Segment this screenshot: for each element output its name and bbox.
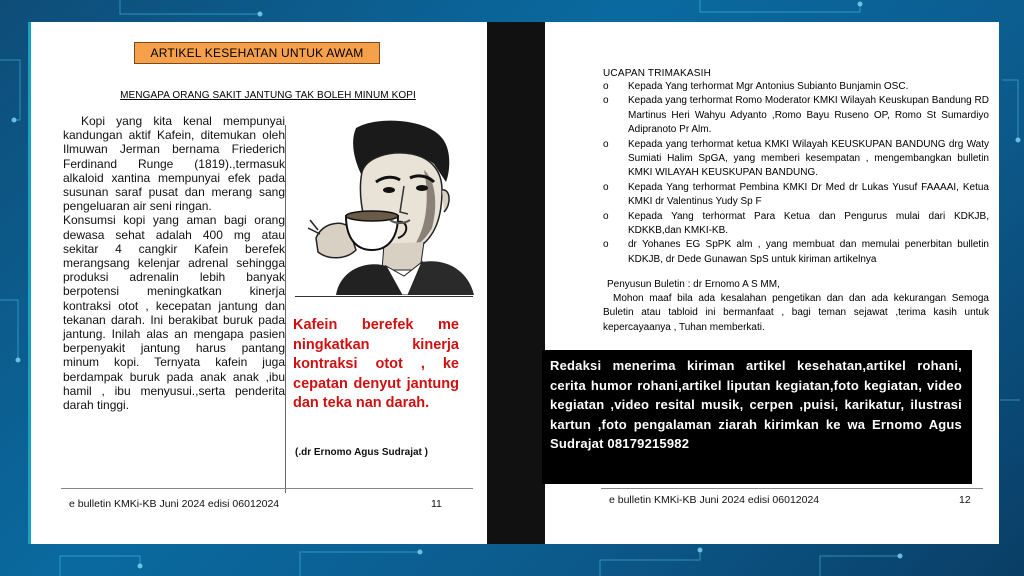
list-item-text: Kepada yang terhormat ketua KMKI Wilayah KEUSKUPAN BANDUNG drg Waty Sumiati Halim SpGA, yang memberi kesempatan , mengembangkan bulletin KMKI WILAYAH KEUSKUPAN BANDUNG.	[628, 138, 989, 179]
list-item	[603, 80, 989, 94]
article-header-box: ARTIKEL KESEHATAN UNTUK AWAM	[134, 42, 380, 64]
illustration-underline	[295, 296, 473, 297]
article-title: MENGAPA ORANG SAKIT JANTUNG TAK BOLEH MINUM KOPI	[120, 90, 416, 101]
footer-rule	[61, 488, 473, 489]
compiler-line: Penyusun Buletin : dr Ernomo A S MM,	[607, 279, 780, 290]
pull-quote: Kafein berefek me ningkatkan kinerja kontraksi otot , ke cepatan denyut jantung dan teka nan darah.	[293, 317, 459, 411]
column-divider	[285, 125, 286, 493]
list-item-text: Kepada Yang terhormat Para Ketua dan Pengurus mulai dari KDKJB, KDKKB,dan KMKI-KB.	[628, 210, 989, 237]
thanks-heading: UCAPAN TRIMAKASIH	[603, 68, 712, 79]
book-spine	[487, 22, 545, 544]
bullet-icon: o	[603, 181, 609, 193]
list-item	[603, 210, 989, 239]
list-item-text: Kepada Yang terhormat Pembina KMKI Dr Med dr Lukas Yusuf FAAAAI, Ketua KMKI dr Valentinus Yudy Sp F	[628, 181, 989, 208]
left-page	[31, 22, 487, 544]
list-item	[603, 138, 989, 181]
editorial-notice-box: Redaksi menerima kiriman artikel kesehatan,artikel rohani, cerita humor rohani,artikel liputan kegiatan,foto kegiatan, video kegiatan ,video resital musik, cerpen ,puisi, karikatur, ilustrasi kartun ,foto pengalaman ziarah kirimkan ke wa Ernomo Agus Sudrajat 08179215982	[542, 350, 972, 484]
bullet-icon: o	[603, 210, 609, 222]
article-body	[63, 114, 285, 412]
list-item	[603, 181, 989, 210]
list-item	[603, 238, 989, 267]
bullet-icon: o	[603, 81, 609, 92]
pull-quote-author: (.dr Ernomo Agus Sudrajat )	[295, 447, 428, 458]
bullet-icon: o	[603, 239, 609, 251]
man-drinking-coffee-illustration	[296, 120, 474, 295]
list-item	[603, 94, 989, 137]
list-item-text: Kepada Yang terhormat Mgr Antonius Subianto Bunjamin OSC.	[628, 81, 909, 92]
thanks-list	[603, 80, 989, 267]
article-paragraph-2: Konsumsi kopi yang aman bagi orang dewasa sehat adalah 400 mg atau sekitar 4 cangkir Kafein berefek merangsang kelenjar adrenal sehingga produksi adrenalin lebih banyak berpotensi meningkatkan kinerja kontraksi otot , kecepatan jantung dan tekanan darah. Ini berakibat buruk pada jantung. Inilah alas an mengapa pasien berpenyakit jantung harus pantang minum kopi. Ternyata kafein juga berdampak buruk pada anak anak ,ibu hamil , ibu menyusui.,serta penderita darah tinggi.	[63, 213, 285, 413]
footer-rule	[601, 488, 983, 489]
apology-paragraph: Mohon maaf bila ada kesalahan pengetikan dan dan ada kekurangan Semoga Buletin atau tabloid ini bermanfaat , bagi teman sejawat ,terima kasih untuk kepercayaanya , Tuhan memberkati.	[603, 293, 989, 333]
list-item-text: Kepada yang terhormat Romo Moderator KMKI Wilayah Keuskupan Bandung RD Martinus Heri Wahyu Adyanto ,Romo Bayu Ruseno OP, Romo St Sumardiyo Adipranoto Pr Alm.	[628, 95, 989, 136]
article-paragraph-1: Kopi yang kita kenal mempunyai kandungan aktif Kafein, ditemukan oleh Ilmuwan Jerman bernama Friederich Ferdinand Runge (1819).,termasuk alkaloid xantina mempunyai efek pada susunan saraf pusat dan merang sang pengeluaran air seni ringan.	[63, 114, 285, 214]
bullet-icon: o	[603, 95, 609, 107]
footer-text: e bulletin KMKi-KB Juni 2024 edisi 06012024	[69, 498, 280, 510]
footer-text: e bulletin KMKi-KB Juni 2024 edisi 06012024	[609, 494, 820, 506]
page-number: 12	[959, 494, 971, 506]
page-number: 11	[431, 498, 442, 510]
bullet-icon: o	[603, 138, 609, 150]
list-item-text: dr Yohanes EG SpPK alm , yang membuat dan memulai penerbitan bulletin KDKJB, dr Dede Gunawan SpS untuk kiriman artikelnya	[628, 239, 989, 265]
